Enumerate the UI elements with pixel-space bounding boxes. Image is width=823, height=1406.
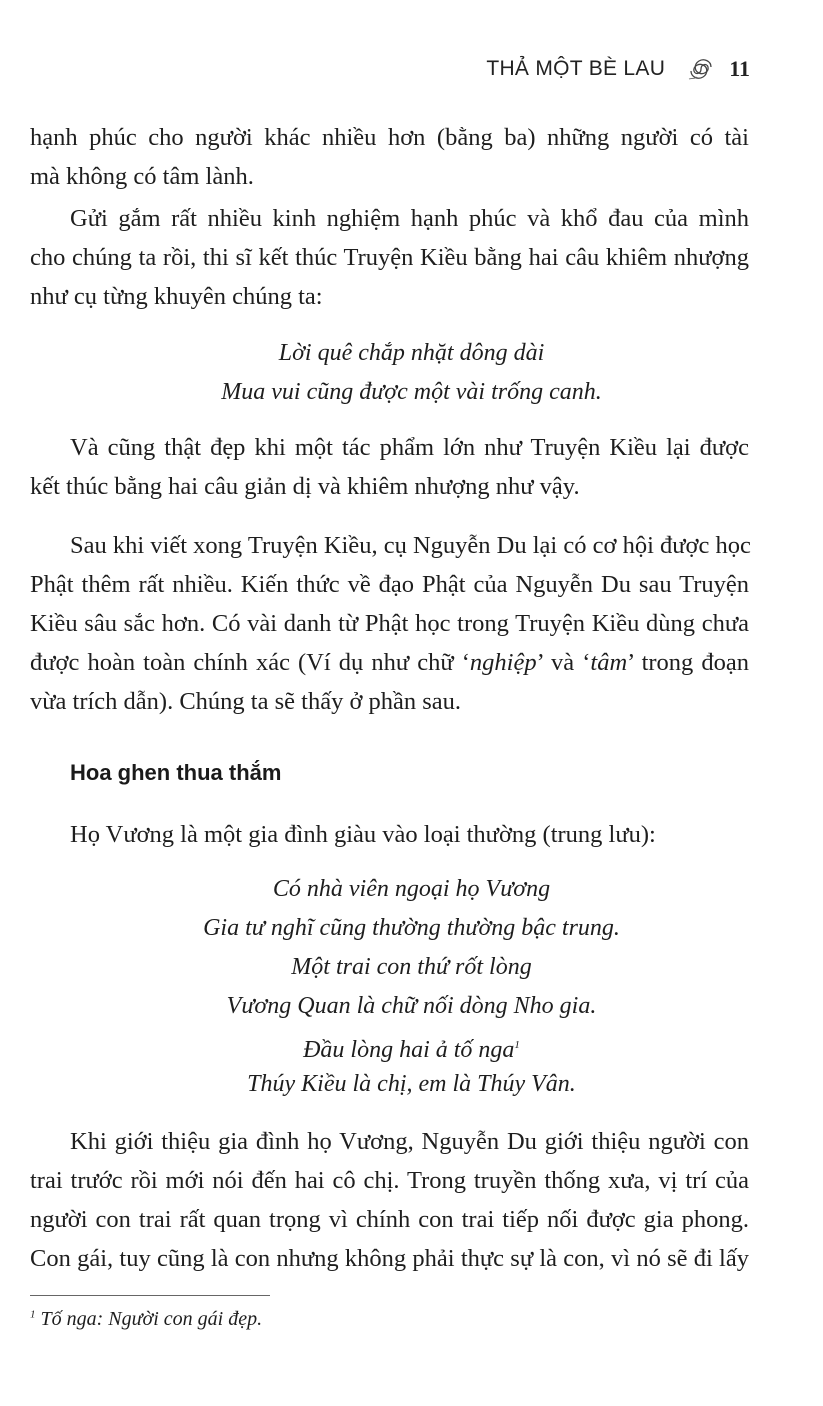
text-fragment: ’ và ‘ xyxy=(536,649,591,676)
paragraph xyxy=(30,1122,749,1278)
footnote-text: Tố nga: Người con gái đẹp. xyxy=(40,1308,263,1330)
italic-term: tâm xyxy=(590,649,628,676)
paragraph xyxy=(30,526,749,721)
swirl-ornament-icon xyxy=(687,55,715,83)
running-head xyxy=(486,52,750,86)
verse-line xyxy=(0,1026,823,1065)
text-line: Sau khi viết xong Truyện Kiều, cụ Nguyễn Du lại có cơ hội được học xyxy=(70,532,751,559)
text-line: Và cũng thật đẹp khi một tác phẩm lớn như Truyện Kiều lại được xyxy=(70,434,749,461)
text-line: vừa trích dẫn). Chúng ta sẽ thấy ở phần sau. xyxy=(30,688,462,715)
text-line: trai trước rồi mới nói đến hai cô chị. Trong truyền thống xưa, vị trí của xyxy=(30,1167,749,1194)
text-line: Gửi gắm rất nhiều kinh nghiệm hạnh phúc và khổ đau của mình xyxy=(70,205,749,232)
footnote xyxy=(30,1308,262,1331)
paragraph xyxy=(30,199,749,316)
paragraph xyxy=(30,815,749,854)
text-line xyxy=(30,643,749,682)
verse-line: Một trai con thứ rốt lòng xyxy=(291,954,532,980)
paragraph xyxy=(30,428,749,506)
verse-quote xyxy=(0,870,823,1104)
text-line: Họ Vương là một gia đình giàu vào loại thường (trung lưu): xyxy=(70,821,656,848)
text-line: mà không có tâm lành. xyxy=(30,163,254,190)
verse-line: Có nhà viên ngoại họ Vương xyxy=(272,876,551,902)
verse-text: Đầu lòng hai ả tố nga xyxy=(303,1037,515,1063)
italic-term: nghiệp xyxy=(469,649,537,676)
verse-line: Lời quê chắp nhặt dông dài xyxy=(278,340,545,366)
footnote-marker: 1 xyxy=(30,1308,36,1321)
paragraph-continuation xyxy=(30,118,749,196)
verse-line: Thúy Kiều là chị, em là Thúy Vân. xyxy=(247,1071,576,1097)
text-line: Con gái, tuy cũng là con nhưng không phải thực sự là con, vì nó sẽ đi lấy xyxy=(30,1245,749,1272)
running-title: THẢ MỘT BÈ LAU xyxy=(486,57,666,80)
page-number: 11 xyxy=(729,56,750,81)
text-line: Phật thêm rất nhiều. Kiến thức về đạo Phật của Nguyễn Du sau Truyện xyxy=(30,571,749,598)
text-line: kết thúc bằng hai câu giản dị và khiêm nhượng như vậy. xyxy=(30,473,580,500)
text-line: như cụ từng khuyên chúng ta: xyxy=(30,283,323,310)
verse-line: Mua vui cũng được một vài trống canh. xyxy=(221,379,602,405)
text-line: cho chúng ta rồi, thi sĩ kết thúc Truyện Kiều bằng hai câu khiêm nhượng xyxy=(30,244,749,271)
text-line: Khi giới thiệu gia đình họ Vương, Nguyễn Du giới thiệu người con xyxy=(70,1128,749,1155)
section-heading: Hoa ghen thua thắm xyxy=(70,760,282,785)
footnote-divider xyxy=(30,1295,270,1296)
text-line: Kiều sâu sắc hơn. Có vài danh từ Phật học trong Truyện Kiều dùng chưa xyxy=(30,610,749,637)
footnote-reference[interactable]: 1 xyxy=(514,1039,520,1051)
text-fragment: ’ trong đoạn xyxy=(627,649,750,676)
verse-line: Vương Quan là chữ nối dòng Nho gia. xyxy=(226,993,597,1019)
text-fragment: được hoàn toàn chính xác (Ví dụ như chữ ‘ xyxy=(30,649,470,676)
verse-line: Gia tư nghĩ cũng thường thường bậc trung. xyxy=(203,915,620,941)
text-line: người con trai rất quan trọng vì chính con trai tiếp nối được gia phong. xyxy=(30,1206,749,1233)
verse-quote xyxy=(0,334,823,412)
text-line: hạnh phúc cho người khác nhiều hơn (bằng ba) những người có tài xyxy=(30,124,749,151)
